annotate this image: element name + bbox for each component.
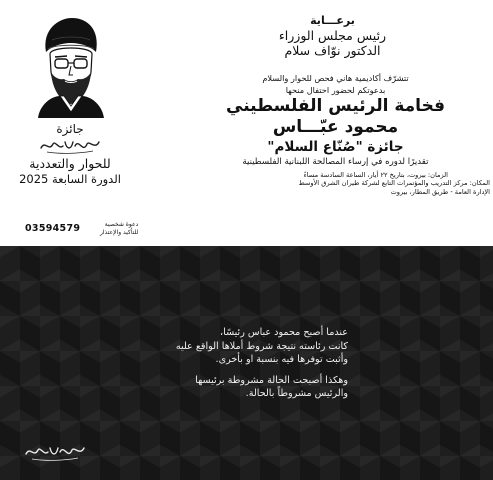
event-place: المكان: مركز التدريب والمؤتمرات التابع لشركة طيران الشرق الأوسط bbox=[298, 179, 490, 188]
invitation-line-1: تتشرّف أكاديمية هاني فحص للحوار والسلام bbox=[262, 73, 409, 83]
rsvp-label bbox=[100, 221, 138, 236]
honoree-title: فخامة الرئيس الفلسطيني bbox=[226, 96, 445, 116]
rsvp-label-1: دعوة شخصية bbox=[104, 221, 139, 228]
patron-heading: برعـــاية bbox=[310, 14, 355, 27]
quote-line-3: وأثبت توفرها فيه بنسبة او بأخرى. bbox=[215, 354, 348, 365]
honoree-name: محمود عبّـــاس bbox=[272, 117, 399, 137]
rsvp-phone: 03594579 bbox=[25, 223, 81, 234]
award-reason: تقديرًا لدوره في إرساء المصالحة اللبنانية الفلسطينية bbox=[242, 157, 429, 167]
invitation-line-2: بدعوتكم لحضور احتفال منحها bbox=[285, 85, 386, 95]
signature-logo bbox=[0, 136, 140, 156]
invitation-block bbox=[183, 72, 488, 168]
quote-line-4: وهكذا أصبحت الحالة مشروطة برئيسها bbox=[195, 374, 348, 386]
rsvp-label-2: للتأكيد والإعتذار bbox=[100, 228, 139, 236]
patron-block bbox=[270, 13, 395, 58]
quote-line-1: عندما أصبح محمود عباس رئيسًا، bbox=[220, 327, 348, 338]
signature-white-icon bbox=[20, 440, 90, 464]
award-line-2: الدورة السابعة 2025 bbox=[19, 172, 121, 186]
award-line-1: للحوار والتعددية bbox=[29, 156, 111, 171]
patron-title: رئيس مجلس الوزراء bbox=[278, 28, 387, 43]
event-time: الزمان: بيروت، بتاريخ ٢٢ أيار، الساعة السادسة مساءً bbox=[303, 171, 448, 179]
quote-line-5: والرئيس مشروطاً بالحالة. bbox=[245, 388, 348, 399]
award-word: جائزة bbox=[56, 122, 84, 136]
award-name: جائزة "صُنّاع السلام" bbox=[267, 139, 404, 155]
signature-icon bbox=[35, 136, 105, 156]
portrait-illustration bbox=[34, 16, 108, 118]
quote-panel bbox=[0, 246, 493, 480]
quote-text bbox=[150, 326, 348, 401]
quote-line-2: كانت رئاسته نتيجة شروط أملاها الواقع عليه bbox=[175, 340, 348, 352]
patron-name: الدكتور نوّاف سلام bbox=[284, 43, 381, 58]
award-block bbox=[0, 122, 140, 187]
event-place-2: الإدارة العامة - طريق المطار، بيروت bbox=[390, 187, 490, 196]
event-details bbox=[190, 171, 490, 196]
